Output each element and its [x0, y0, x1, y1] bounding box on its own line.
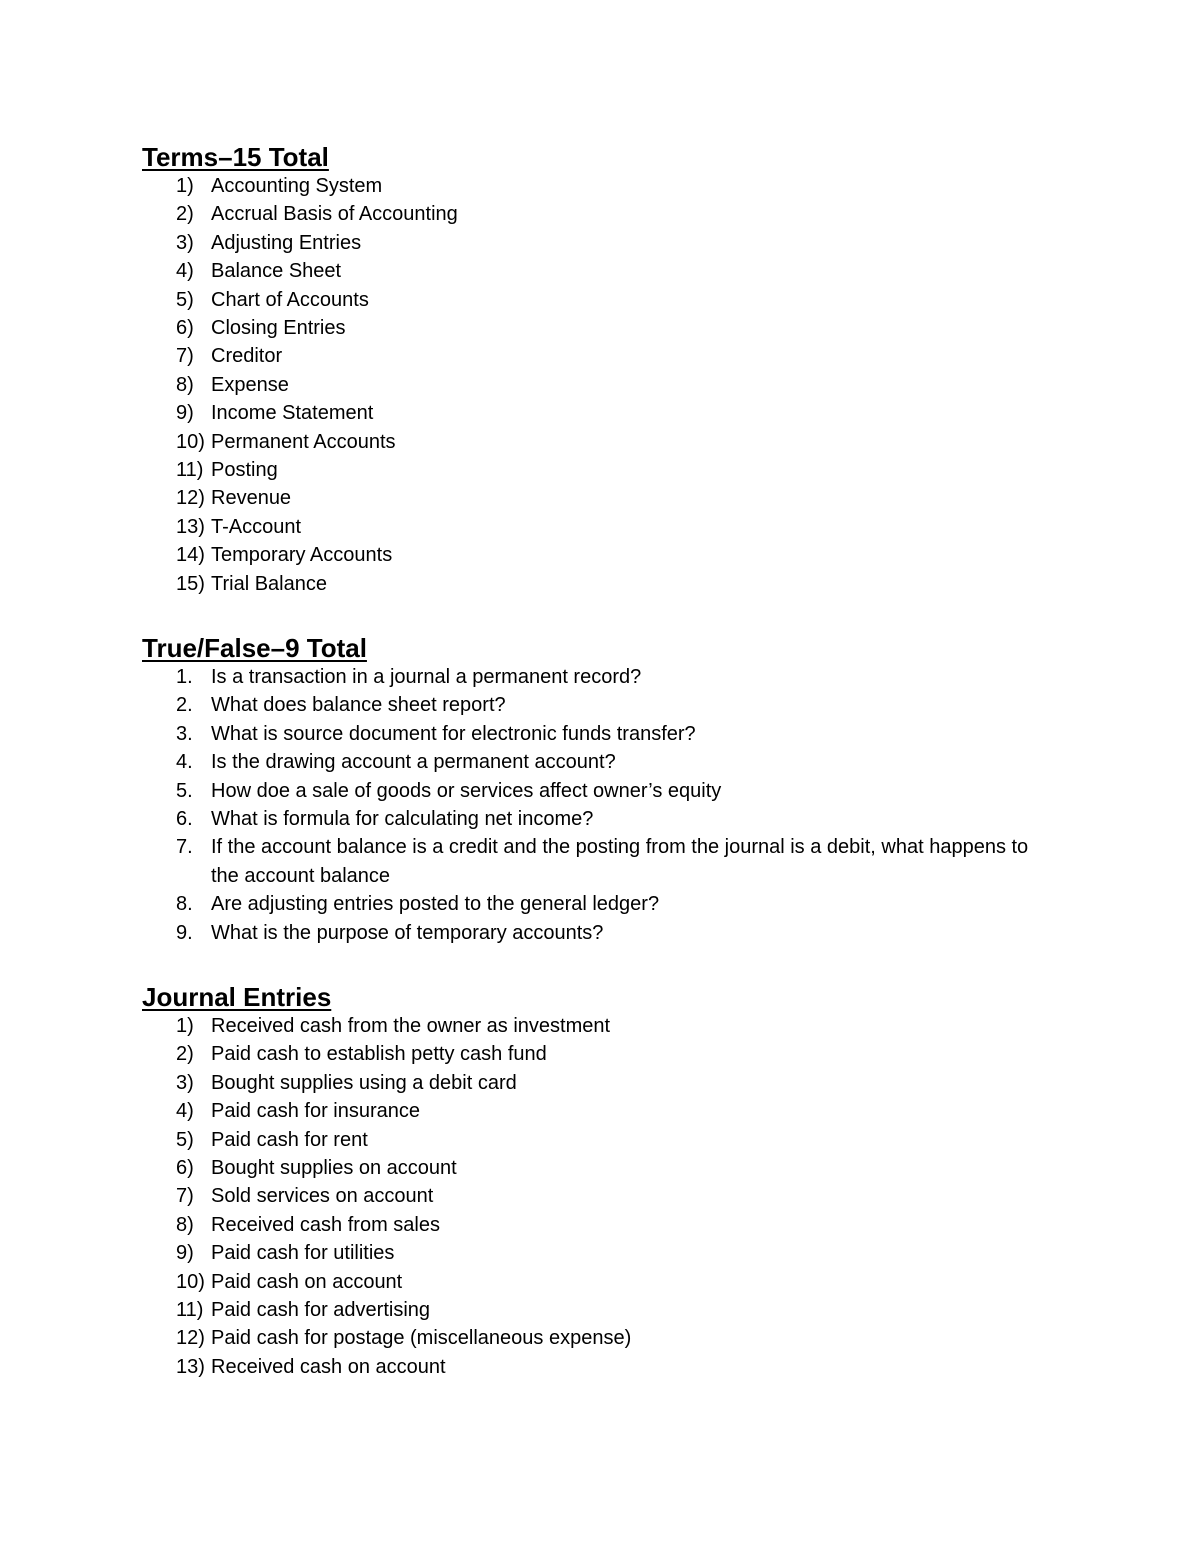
item-number: 12) — [176, 1327, 205, 1350]
list-item — [142, 1211, 1042, 1239]
item-text: Revenue — [211, 487, 292, 510]
item-text: Received cash from the owner as investment — [211, 1015, 611, 1037]
list-item — [142, 1353, 1042, 1381]
item-number: 6) — [176, 1157, 194, 1180]
list-item — [142, 890, 1042, 918]
item-text: Paid cash to establish petty cash fund — [211, 1043, 547, 1066]
item-number: 5) — [176, 1128, 194, 1151]
item-text: What does balance sheet report? — [211, 694, 506, 717]
list-item — [142, 229, 1042, 257]
item-text: Trial Balance — [211, 572, 327, 595]
journal-entries-section — [142, 982, 1042, 1381]
item-number: 4) — [176, 1100, 194, 1123]
item-text: Is the drawing account a permanent account? — [211, 751, 616, 774]
item-number: 4) — [176, 260, 194, 283]
list-item — [142, 484, 1042, 512]
item-text: Creditor — [211, 345, 283, 368]
item-text: How doe a sale of goods or services affect owner’s equity — [211, 779, 722, 802]
list-item — [142, 1324, 1042, 1352]
item-text: Received cash from sales — [211, 1213, 440, 1236]
item-number: 9) — [176, 1242, 194, 1265]
item-text: Accrual Basis of Accounting — [211, 203, 458, 226]
item-number: 6. — [176, 808, 193, 831]
true-false-section — [142, 633, 1042, 947]
item-text: Paid cash for insurance — [211, 1100, 421, 1123]
list-item — [142, 1296, 1042, 1324]
item-text: Balance Sheet — [211, 260, 342, 283]
item-number: 7) — [176, 1185, 194, 1208]
terms-section — [142, 142, 1042, 598]
terms-list — [142, 172, 1042, 598]
list-item — [142, 200, 1042, 228]
item-number: 3) — [176, 231, 194, 254]
item-text: Adjusting Entries — [211, 231, 362, 254]
item-number: 8) — [176, 373, 194, 396]
item-number: 15) — [176, 572, 205, 595]
item-number: 2. — [176, 694, 193, 717]
list-item — [142, 286, 1042, 314]
item-number: 8. — [176, 893, 193, 916]
list-item — [142, 833, 1042, 890]
item-text: If the account balance is a credit and the posting from the journal is a debit, what happens to the account balance — [211, 836, 1029, 887]
item-text: Paid cash for utilities — [211, 1242, 395, 1265]
item-text: Is a transaction in a journal a permanent record? — [211, 666, 642, 688]
list-item — [142, 570, 1042, 598]
list-item — [142, 1182, 1042, 1210]
item-number: 5) — [176, 288, 194, 311]
section-heading: Terms–15 Total — [142, 142, 329, 172]
item-number: 5. — [176, 779, 193, 802]
item-number: 11) — [176, 459, 204, 482]
item-text: Paid cash for rent — [211, 1128, 368, 1151]
list-item — [142, 371, 1042, 399]
item-text: Chart of Accounts — [211, 288, 369, 311]
item-text: T-Account — [211, 515, 302, 538]
item-number: 9) — [176, 402, 194, 425]
list-item — [142, 456, 1042, 484]
item-text: What is the purpose of temporary accounts? — [211, 921, 604, 944]
list-item — [142, 691, 1042, 719]
list-item — [142, 399, 1042, 427]
list-item — [142, 1154, 1042, 1182]
list-item — [142, 1012, 1042, 1040]
item-text: Expense — [211, 373, 289, 396]
list-item — [142, 919, 1042, 947]
list-item — [142, 541, 1042, 569]
list-item — [142, 1126, 1042, 1154]
item-number: 6) — [176, 317, 194, 340]
item-text: What is source document for electronic funds transfer? — [211, 722, 696, 745]
item-number: 2) — [176, 1043, 194, 1066]
item-text: What is formula for calculating net income? — [211, 808, 594, 831]
list-item — [142, 342, 1042, 370]
item-text: Paid cash for postage (miscellaneous expense) — [211, 1327, 632, 1350]
section-heading: Journal Entries — [142, 982, 332, 1012]
item-text: Paid cash for advertising — [211, 1299, 431, 1322]
list-item — [142, 1040, 1042, 1068]
list-item — [142, 805, 1042, 833]
item-text: Income Statement — [211, 402, 374, 425]
list-item — [142, 1268, 1042, 1296]
item-number: 11) — [176, 1299, 204, 1322]
item-number: 1) — [176, 1015, 194, 1037]
item-number: 7. — [176, 836, 193, 859]
list-item — [142, 748, 1042, 776]
item-text: Bought supplies on account — [211, 1157, 457, 1180]
list-item — [142, 428, 1042, 456]
list-item — [142, 777, 1042, 805]
item-number: 9. — [176, 921, 193, 944]
item-text: Are adjusting entries posted to the general ledger? — [211, 893, 660, 916]
item-number: 10) — [176, 1270, 205, 1293]
item-number: 13) — [176, 515, 205, 538]
item-number: 1) — [176, 175, 194, 197]
section-heading: True/False–9 Total — [142, 633, 367, 663]
true-false-list — [142, 663, 1042, 947]
item-text: Accounting System — [211, 175, 383, 197]
list-item — [142, 663, 1042, 691]
list-item — [142, 720, 1042, 748]
item-text: Sold services on account — [211, 1185, 434, 1208]
item-number: 13) — [176, 1355, 205, 1378]
list-item — [142, 1239, 1042, 1267]
item-text: Closing Entries — [211, 317, 346, 340]
item-number: 3) — [176, 1071, 194, 1094]
item-text: Paid cash on account — [211, 1270, 403, 1293]
list-item — [142, 513, 1042, 541]
item-number: 4. — [176, 751, 193, 774]
item-number: 10) — [176, 430, 205, 453]
item-text: Received cash on account — [211, 1355, 446, 1378]
item-text: Permanent Accounts — [211, 430, 396, 453]
item-number: 8) — [176, 1213, 194, 1236]
item-text: Bought supplies using a debit card — [211, 1071, 517, 1094]
list-item — [142, 1069, 1042, 1097]
list-item — [142, 314, 1042, 342]
list-item — [142, 257, 1042, 285]
item-number: 3. — [176, 722, 193, 745]
list-item — [142, 172, 1042, 200]
item-number: 2) — [176, 203, 194, 226]
item-text: Posting — [211, 459, 278, 482]
list-item — [142, 1097, 1042, 1125]
item-number: 12) — [176, 487, 205, 510]
item-number: 7) — [176, 345, 194, 368]
journal-entries-list — [142, 1012, 1042, 1381]
item-number: 1. — [176, 666, 193, 688]
item-number: 14) — [176, 544, 205, 567]
item-text: Temporary Accounts — [211, 544, 393, 567]
